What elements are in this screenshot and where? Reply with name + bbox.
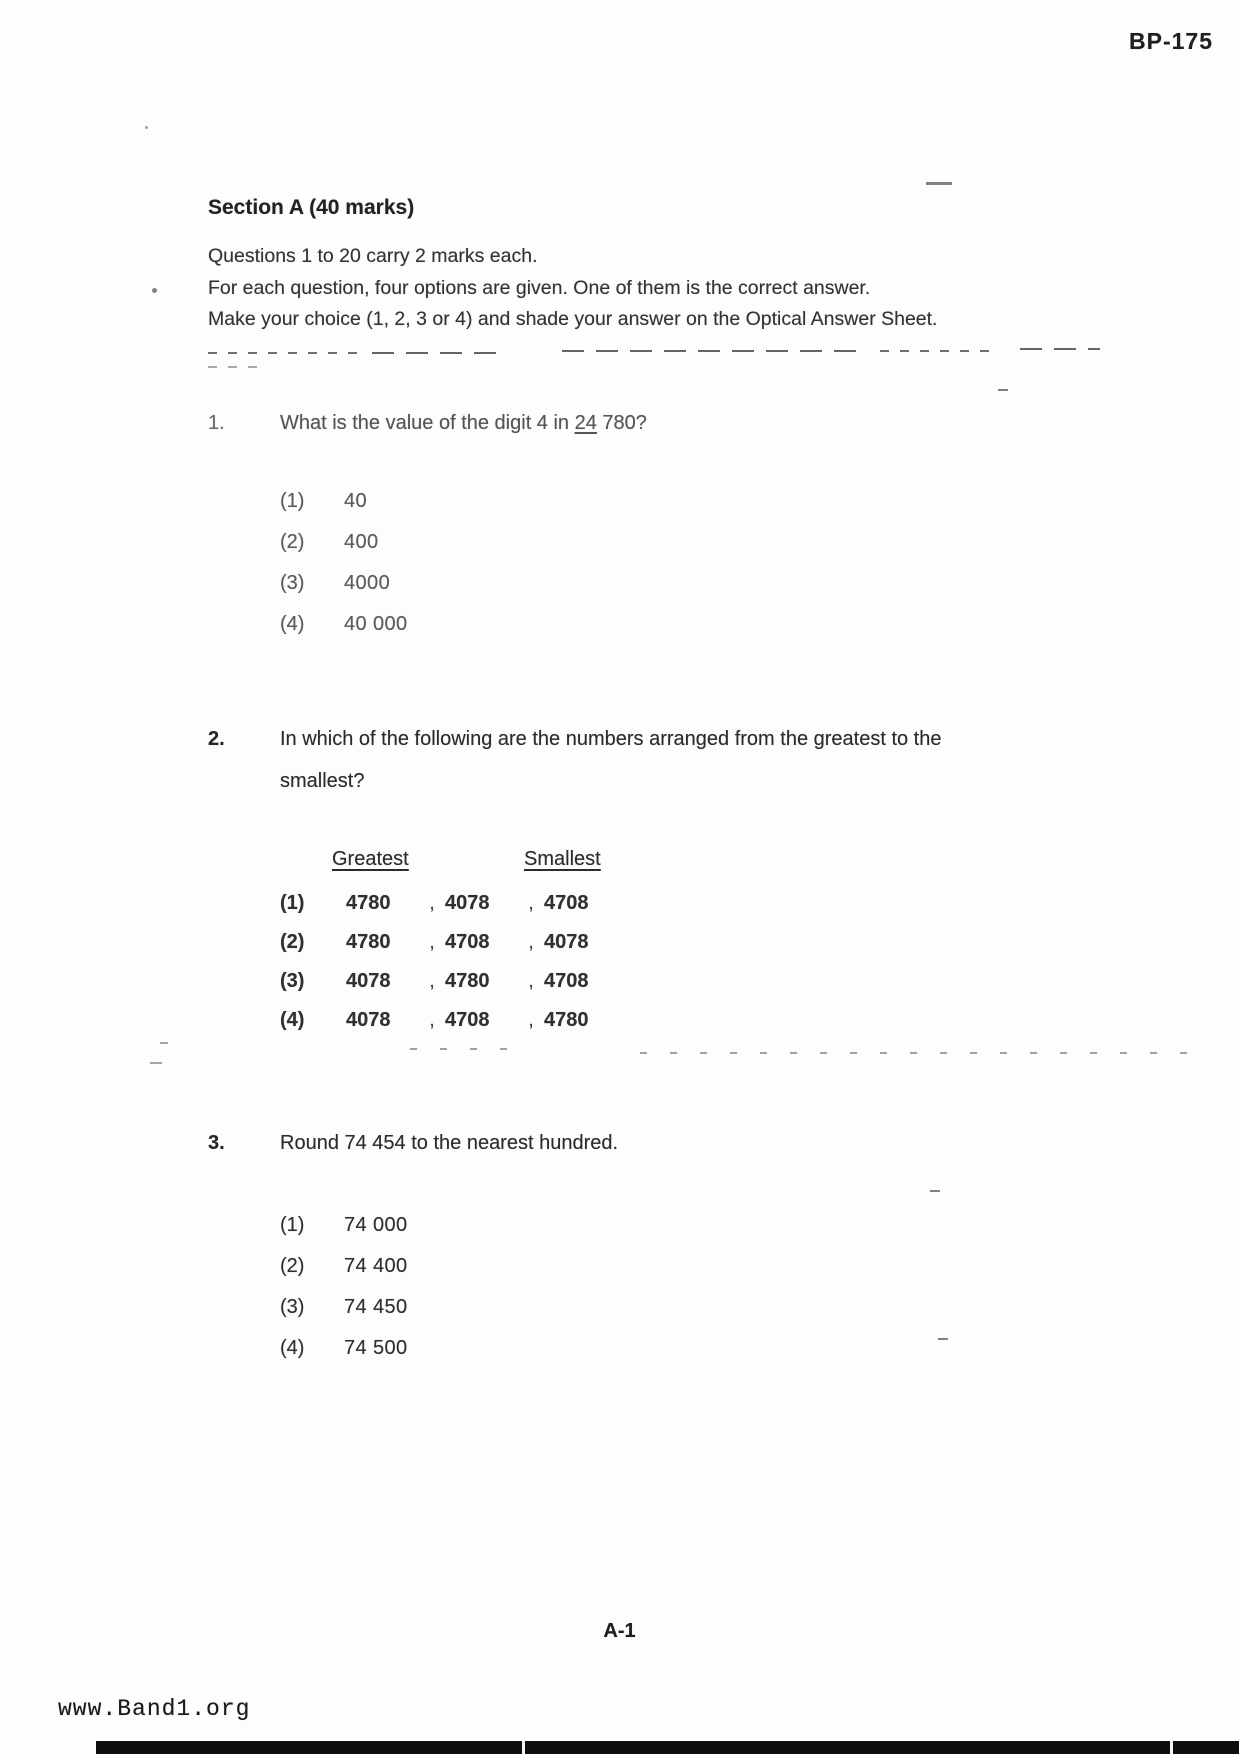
option-label: (1) — [280, 490, 305, 512]
answer-option — [280, 892, 589, 915]
answer-option — [280, 1214, 408, 1237]
comma-separator: , — [528, 1009, 534, 1031]
question-text: In which of the following are the numbers arranged from the greatest to the — [280, 728, 942, 750]
question-number: 2. — [208, 728, 225, 750]
separator-rule-segment — [1020, 348, 1100, 350]
separator-rule-segment — [880, 350, 990, 352]
option-label: (3) — [280, 572, 305, 594]
number-cell: 4078 — [544, 931, 589, 953]
option-label: (4) — [280, 1337, 305, 1359]
comma-separator: , — [429, 931, 435, 953]
scan-artifact — [152, 288, 157, 293]
comma-separator: , — [528, 931, 534, 953]
answer-option — [280, 613, 408, 636]
scan-artifact — [998, 389, 1008, 391]
scan-artifact — [930, 1190, 940, 1192]
option-label: (2) — [280, 1255, 305, 1277]
separator-rule-segment — [372, 352, 502, 354]
column-header-smallest: Smallest — [524, 848, 601, 870]
scan-edge-bar — [96, 1741, 1239, 1754]
number-cell: 4078 — [346, 1009, 391, 1031]
option-value: 40 000 — [344, 613, 408, 635]
option-value: 4000 — [344, 572, 391, 594]
option-label: (2) — [280, 531, 305, 553]
answer-options — [280, 892, 589, 1032]
answer-option — [280, 490, 408, 513]
comma-separator: , — [429, 1009, 435, 1031]
paper-code: BP-175 — [1129, 28, 1213, 54]
option-value: 74 400 — [344, 1255, 408, 1277]
comma-separator: , — [528, 970, 534, 992]
number-cell: 4780 — [544, 1009, 589, 1031]
number-cell: 4708 — [544, 970, 589, 992]
option-value: 74 500 — [344, 1337, 408, 1359]
answer-option — [280, 572, 408, 595]
question-number: 3. — [208, 1132, 225, 1154]
comma-separator: , — [528, 892, 534, 914]
scan-artifact — [926, 182, 952, 185]
number-cell: 4078 — [445, 892, 490, 914]
option-value: 40 — [344, 490, 368, 512]
column-header-greatest: Greatest — [332, 848, 409, 870]
question-text-part: 24 — [574, 412, 597, 434]
scan-artifact — [145, 126, 148, 129]
separator-rule-segment — [562, 350, 862, 352]
number-cell: 4708 — [544, 892, 589, 914]
number-cell: 4078 — [346, 970, 391, 992]
question-number: 1. — [208, 412, 225, 434]
option-label: (4) — [280, 613, 305, 635]
instruction-line: For each question, four options are given. One of them is the correct answer. — [208, 276, 871, 299]
answer-option — [280, 531, 408, 554]
answer-option — [280, 1009, 589, 1032]
scan-artifact — [150, 1062, 162, 1064]
comma-separator: , — [429, 892, 435, 914]
question-text: Round 74 454 to the nearest hundred. — [280, 1132, 619, 1154]
scan-artifact — [938, 1338, 948, 1340]
option-label: (1) — [280, 892, 305, 914]
option-label: (3) — [280, 1296, 305, 1318]
scan-artifact — [640, 1052, 1200, 1054]
number-cell: 4780 — [346, 892, 391, 914]
question-text — [280, 412, 647, 435]
answer-option — [280, 931, 589, 954]
option-value: 400 — [344, 531, 379, 553]
answer-options — [280, 490, 408, 636]
answer-option — [280, 1296, 408, 1319]
option-value: 74 450 — [344, 1296, 408, 1318]
scan-artifact — [410, 1048, 530, 1050]
answer-option — [280, 970, 589, 993]
number-cell: 4780 — [346, 931, 391, 953]
number-cell: 4708 — [445, 931, 490, 953]
option-value: 74 000 — [344, 1214, 408, 1236]
question-text-part: What is the value of the digit 4 in — [280, 412, 575, 434]
separator-rule-segment — [208, 366, 266, 368]
number-cell: 4780 — [445, 970, 490, 992]
comma-separator: , — [429, 970, 435, 992]
watermark-url: www.Band1.org — [58, 1696, 251, 1722]
instruction-line: Make your choice (1, 2, 3 or 4) and shade your answer on the Optical Answer Sheet. — [208, 308, 938, 330]
instructions-block — [208, 241, 1108, 336]
question-text-part: 780? — [596, 412, 647, 434]
option-label: (3) — [280, 970, 305, 992]
number-cell: 4708 — [445, 1009, 490, 1031]
answer-option — [280, 1337, 408, 1360]
option-label: (4) — [280, 1009, 305, 1031]
instruction-line: Questions 1 to 20 carry 2 marks each. — [208, 245, 538, 267]
question-text: smallest? — [280, 770, 365, 792]
answer-option — [280, 1255, 408, 1278]
separator-rule-segment — [208, 352, 358, 354]
scan-artifact — [160, 1042, 168, 1044]
option-label: (1) — [280, 1214, 305, 1236]
page-number: A-1 — [603, 1620, 636, 1642]
answer-options — [280, 1214, 408, 1360]
option-label: (2) — [280, 931, 305, 953]
section-title: Section A (40 marks) — [208, 196, 415, 219]
